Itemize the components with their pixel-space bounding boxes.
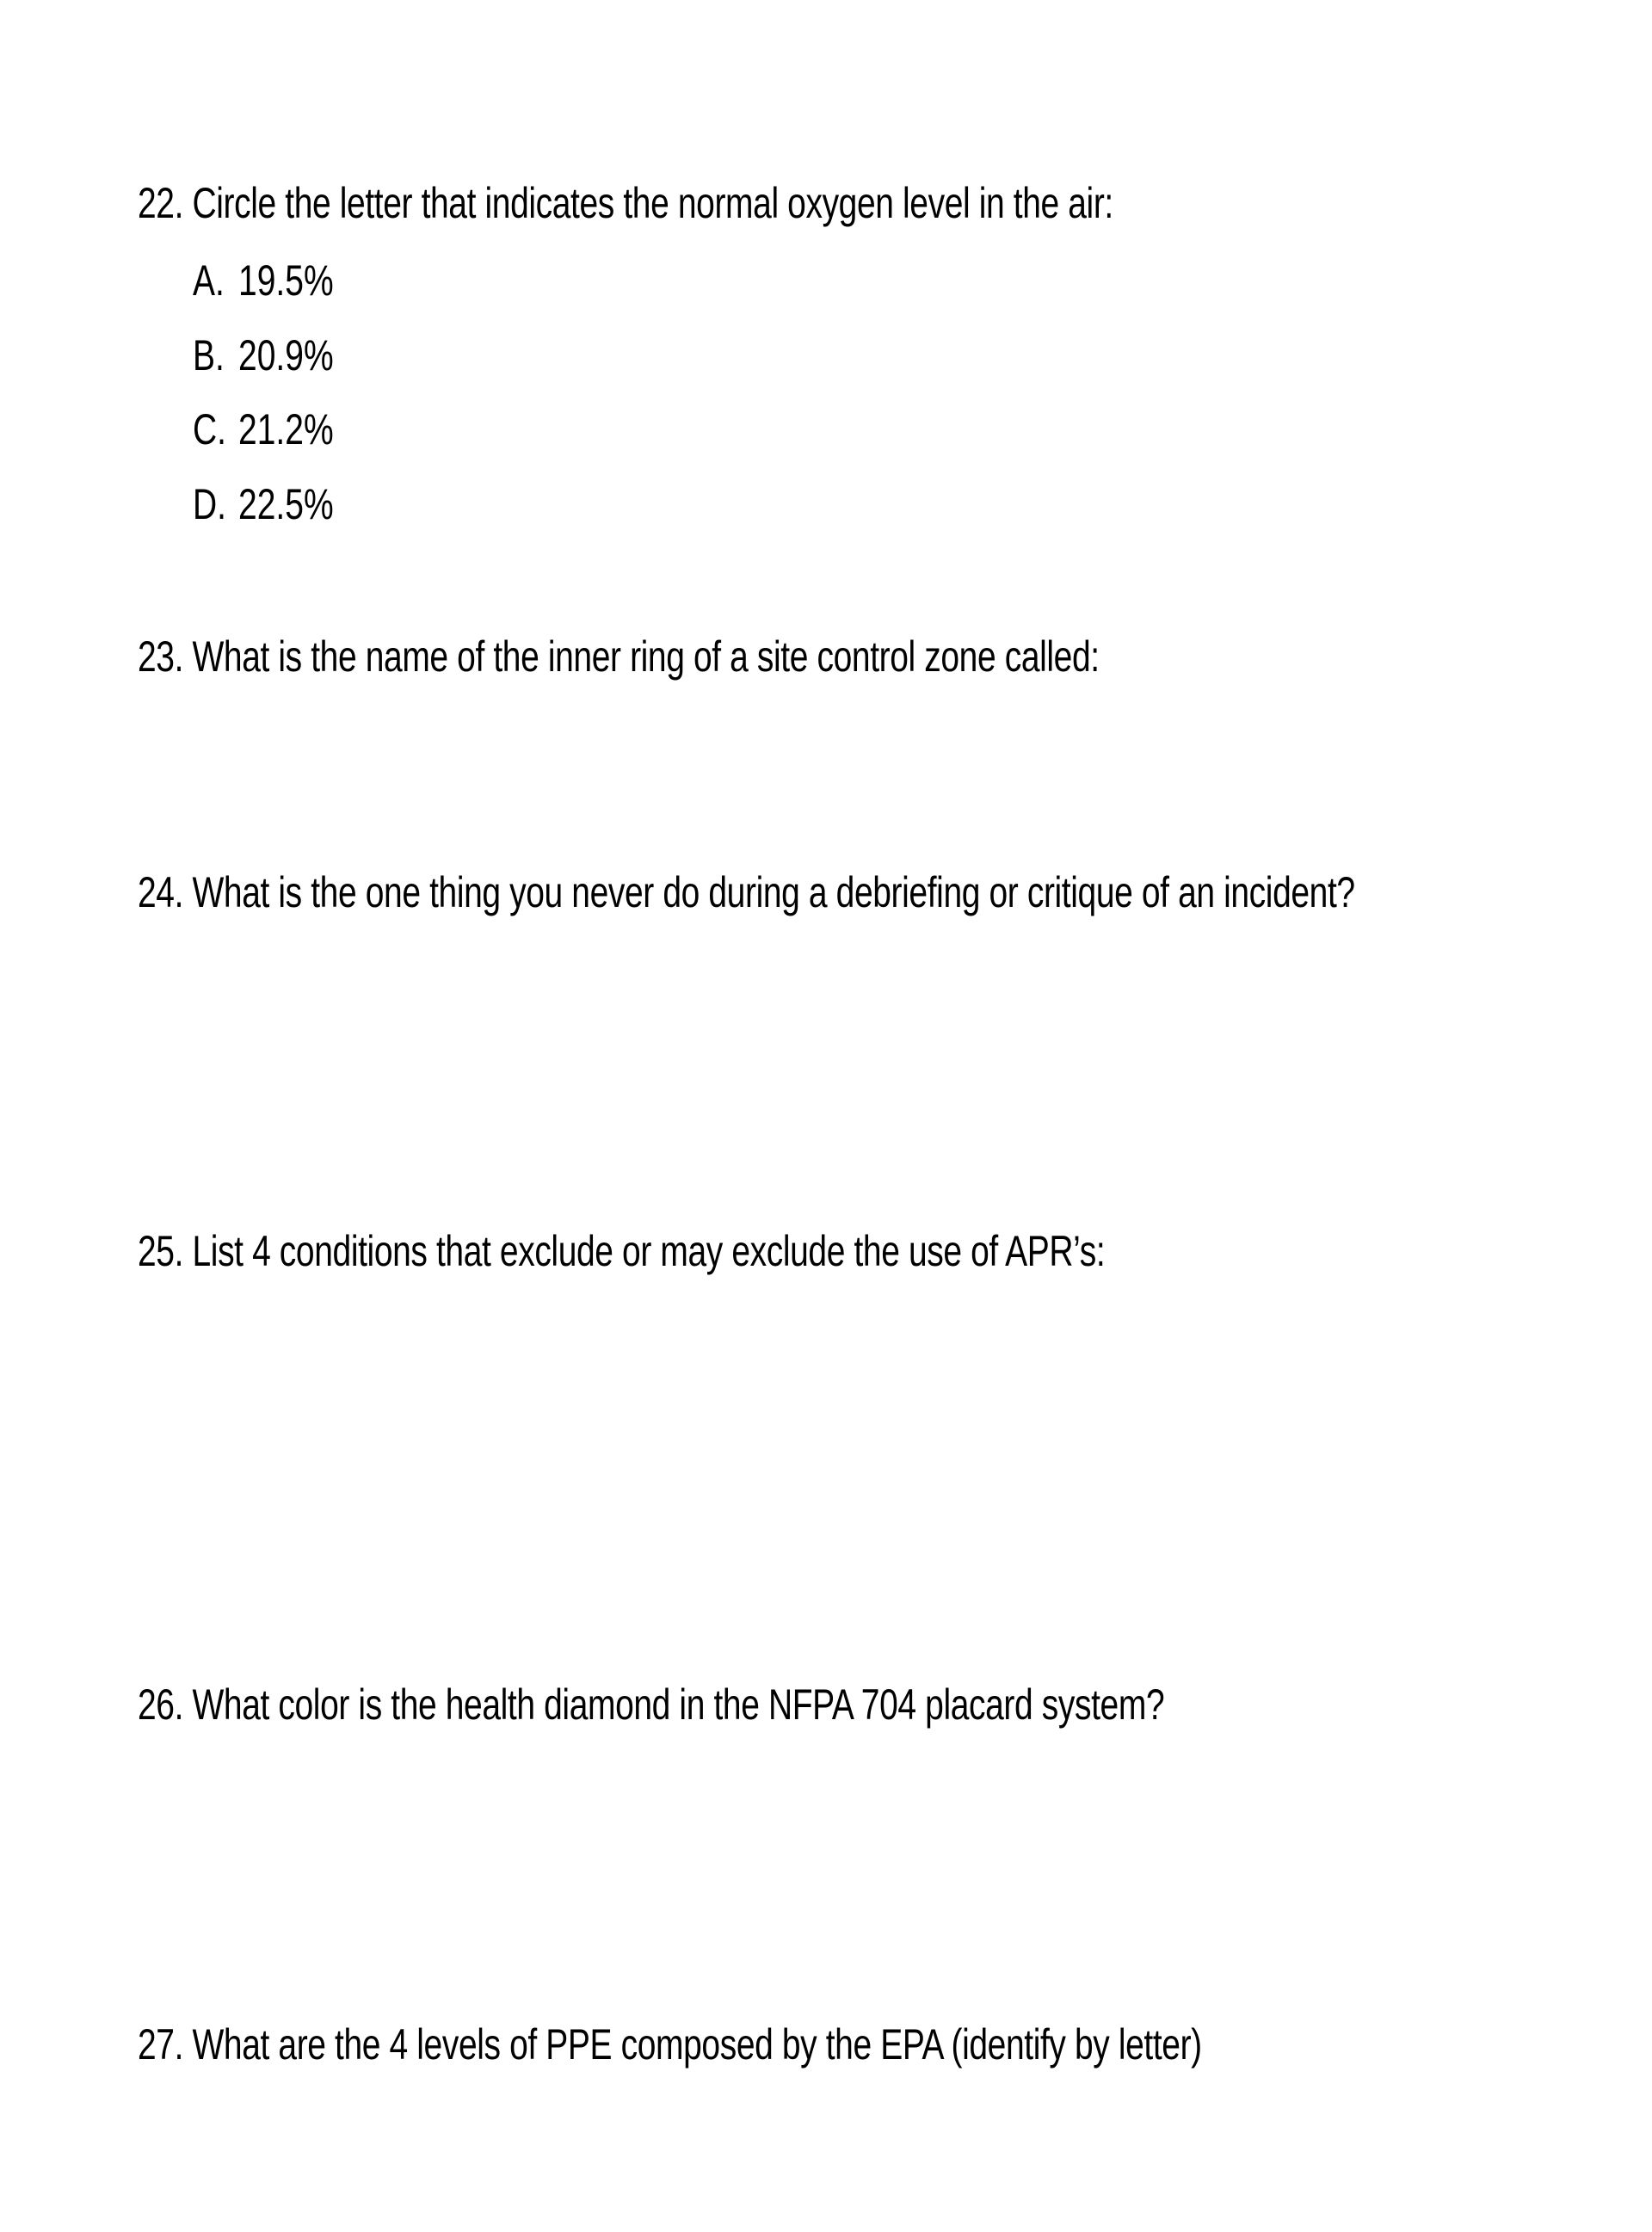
option-b[interactable] bbox=[193, 330, 334, 381]
question-22: 22. Circle the letter that indicates the normal oxygen level in the air: bbox=[138, 179, 1113, 227]
option-value: 22.5% bbox=[238, 480, 334, 528]
question-24: 24. What is the one thing you never do during a debriefing or critique of an incident? bbox=[138, 868, 1355, 916]
option-value: 20.9% bbox=[238, 331, 334, 379]
question-25: 25. List 4 conditions that exclude or may exclude the use of APR’s: bbox=[138, 1227, 1106, 1275]
question-27: 27. What are the 4 levels of PPE composed by the EPA (identify by letter) bbox=[138, 2020, 1202, 2069]
option-letter: B. bbox=[193, 331, 225, 379]
option-letter: D. bbox=[193, 480, 226, 528]
question-26: 26. What color is the health diamond in the NFPA 704 placard system? bbox=[138, 1680, 1165, 1729]
option-a[interactable] bbox=[193, 255, 334, 306]
option-c[interactable] bbox=[193, 404, 334, 455]
option-d[interactable] bbox=[193, 478, 334, 530]
option-letter: C. bbox=[193, 405, 226, 453]
option-letter: A. bbox=[193, 256, 225, 305]
question-23: 23. What is the name of the inner ring of a site control zone called: bbox=[138, 632, 1100, 681]
option-value: 21.2% bbox=[238, 405, 334, 453]
option-value: 19.5% bbox=[238, 256, 334, 305]
